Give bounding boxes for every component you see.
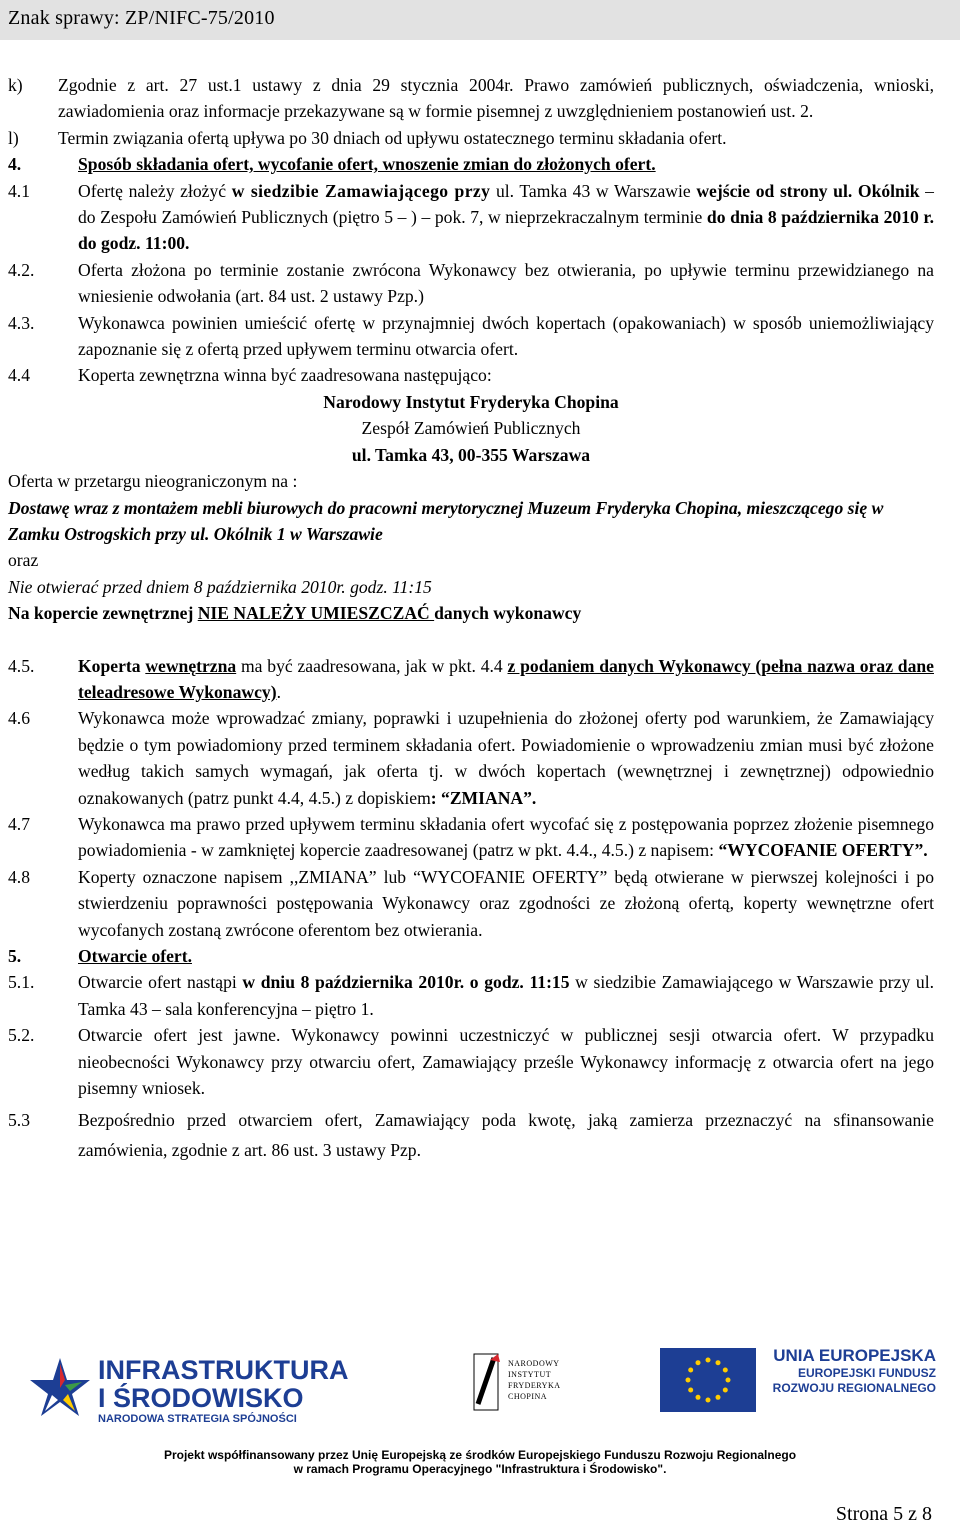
item-4-8 — [8, 864, 934, 943]
item-text: Oferta złożona po terminie zostanie zwrócona Wykonawcy bez otwierania, po upływie terminu przewidzianego na wniesienie odwołania (art. 84 ust. 2 ustawy Pzp.) — [78, 259, 934, 307]
text-run: ma być zaadresowana, jak w pkt. 4.4 — [236, 655, 508, 676]
section-title: Otwarcie ofert. — [78, 946, 192, 966]
page-number: Strona 5 z 8 — [835, 1503, 932, 1525]
item-text: Termin związania ofertą upływa po 30 dniach od upływu ostatecznego terminu składania ofert. — [58, 127, 727, 148]
item-text: Wykonawca powinien umieścić ofertę w przynajmniej dwóch kopertach (opakowaniach) w sposób uniemożliwiający zapoznanie się z ofertą przed upływem terminu otwarcia ofert. — [78, 312, 934, 360]
cofinancing-note — [0, 1448, 960, 1476]
tender-line: Oferta w przetargu nieograniczonym na : — [8, 471, 298, 492]
address-line-2: Zespół Zamówień Publicznych — [361, 418, 581, 439]
item-4-6 — [8, 705, 934, 811]
eu-logo — [660, 1342, 936, 1428]
infra-line-1: INFRASTRUKTURA — [98, 1355, 349, 1385]
address-line-1: Narodowy Instytut Fryderyka Chopina — [323, 391, 619, 412]
page-header — [0, 0, 960, 40]
item-label: 4.6 — [8, 708, 30, 729]
tender-subject: Dostawę wraz z montażem mebli biurowych do pracowni merytorycznej Muzeum Fryderyka Chopina, mieszczącego się w Zamku Ostrogskich przy ul. Okólnik 1 w Warszawie — [8, 497, 884, 544]
item-label: k) — [8, 75, 23, 95]
item-5-1 — [8, 969, 934, 1022]
item-label: 5.2. — [8, 1025, 35, 1046]
section-title: Sposób składania ofert, wycofanie ofert, wnoszenie zmian do złożonych ofert. — [78, 154, 656, 175]
text-run: wejście od strony ul. Okólnik — [696, 180, 920, 201]
item-text: Otwarcie ofert jest jawne. Wykonawcy powinni uczestniczyć w publicznej sesji otwarcia ofert. W przypadku nieobecności Wykonawcy przy otwarciu ofert, Zamawiający prześle Wykonawcy informację z otwarcia ofert na jego pisemny wniosek. — [78, 1025, 934, 1099]
eu-line-1: UNIA EUROPEJSKA — [773, 1346, 936, 1365]
item-text: Bezpośrednio przed otwarciem ofert, Zamawiający poda kwotę, jaką zamierza przeznaczyć na sfinansowanie zamówienia, zgodnie z art. 86 ust. 3 ustawy Pzp. — [78, 1110, 934, 1161]
text-run: Koperta — [78, 655, 146, 676]
infrastruktura-star-icon — [30, 1358, 90, 1418]
infra-line-3: NARODOWA STRATEGIA SPÓJNOŚCI — [98, 1413, 297, 1425]
item-text — [78, 705, 934, 811]
infra-line-2: I ŚRODOWISKO — [98, 1383, 304, 1413]
nifc-line-3: FRYDERYKA — [508, 1381, 561, 1390]
item-label: l) — [8, 127, 19, 148]
cofinancing-line-2: w ramach Programu Operacyjnego "Infrastruktura i Środowisko". — [293, 1462, 667, 1476]
item-4-5 — [8, 653, 934, 706]
item-label: 4.4 — [8, 365, 30, 386]
section-number: 4. — [8, 154, 22, 175]
nifc-emblem-icon — [468, 1350, 504, 1414]
eu-line-3: ROZWOJU REGIONALNEGO — [772, 1381, 936, 1395]
item-label: 4.8 — [8, 866, 30, 887]
text-run: NIE NALEŻY UMIESZCZAĆ — [197, 603, 435, 624]
item-label: 4.1 — [8, 180, 30, 201]
case-number: Znak sprawy: ZP/NIFC-75/2010 — [8, 7, 275, 29]
text-run: Otwarcie ofert nastąpi — [78, 972, 243, 993]
text-run: – do Zespołu Zamówień Publicznych (piętro 5 – ) – pok. 7, w nieprzekraczalnym terminie — [78, 180, 934, 228]
text-run: w siedzibie Zamawiającego przy — [231, 180, 491, 201]
item-text: Zgodnie z art. 27 ust.1 ustawy z dnia 29 stycznia 2004r. Prawo zamówień publicznych, oświadczenia, wnioski, zawiadomienia oraz informacje przekazywane są w formie pisemnej z uwzględnieniem postanowień ust. 2. — [58, 75, 934, 122]
cofinancing-line-1: Projekt współfinansowany przez Unię Europejską ze środków Europejskiego Funduszu Rozwoju Regionalnego — [163, 1448, 797, 1462]
nifc-line-1: NARODOWY — [508, 1359, 560, 1368]
item-label: 5.3 — [8, 1110, 30, 1131]
text-run: z podaniem danych Wykonawcy (pełna nazwa oraz dane teleadresowe Wykonawcy) — [78, 655, 934, 702]
item-4-1 — [8, 178, 934, 257]
item-l — [8, 125, 934, 151]
section-4-heading — [8, 151, 934, 177]
item-text — [78, 178, 934, 257]
spacer — [8, 627, 934, 653]
item-text: Koperta zewnętrzna winna być zaadresowana następująco: — [78, 365, 492, 386]
text-run: Na kopercie zewnętrznej — [8, 603, 198, 624]
text-run: danych wykonawcy — [434, 603, 582, 624]
item-label: 4.5. — [8, 655, 35, 676]
item-text — [78, 811, 934, 864]
item-4-3 — [8, 310, 934, 363]
text-run: . — [276, 681, 281, 702]
nifc-logo — [468, 1350, 578, 1420]
item-label: 5.1. — [8, 972, 35, 993]
envelope-warning — [8, 600, 934, 626]
eu-line-2: EUROPEJSKI FUNDUSZ — [797, 1366, 936, 1380]
item-text: Koperty oznaczone napisem ,,ZMIANA” lub “WYCOFANIE OFERTY” będą otwierane w pierwszej kolejności i po stwierdzeniu poprawności postępowania Wykonawcy oraz zgodności ze złożoną ofertą, koperty wewnętrzne ofert wycofanych zostaną zwrócone oferentom bez otwierania. — [78, 866, 934, 940]
text-run: w siedzibie Zamawiającego w Warszawie przy ul. Tamka 43 – sala konferencyjna – piętro 1. — [78, 972, 934, 1019]
item-label: 4.7 — [8, 813, 30, 834]
nifc-line-2: INSTYTUT — [508, 1370, 552, 1379]
item-text — [78, 969, 934, 1022]
infrastruktura-logo — [30, 1346, 350, 1432]
no-open-notice: Nie otwierać przed dniem 8 października 2010r. godz. 11:15 — [8, 576, 432, 597]
item-4-7 — [8, 811, 934, 864]
item-4-2 — [8, 257, 934, 310]
item-4-4 — [8, 362, 934, 388]
text-run: Wykonawca może wprowadzać zmiany, poprawki i uzupełnienia do złożonej oferty pod warunkiem, że Zamawiający będzie o tym powiadomiony przed terminem składania ofert. Powiadomienie o wprowadzeniu zmian musi być złożone według takich samych wymagań, jak oferta tj. w dwóch kopertach (wewnętrznej i zewnętrznej) odpowiednio oznakowanych (patrz punkt 4.4, 4.5.) z dopiskiem — [78, 708, 934, 808]
item-5-2 — [8, 1022, 934, 1101]
item-5-3 — [8, 1105, 934, 1165]
item-k — [8, 72, 934, 125]
text-run: “WYCOFANIE OFERTY”. — [718, 840, 928, 861]
document-body — [8, 72, 934, 1165]
address-line-3: ul. Tamka 43, 00-355 Warszawa — [351, 444, 591, 465]
item-label: 4.3. — [8, 312, 35, 333]
text-run: Wykonawca ma prawo przed upływem terminu składania ofert wycofać się z postępowania poprzez złożenie pisemnego powiadomienia - w zamkniętej kopercie zaadresowanej (patrz w pkt. 4.4., 4.5.) z napisem: — [78, 813, 934, 861]
oraz-line: oraz — [8, 550, 39, 571]
item-label: 4.2. — [8, 259, 35, 280]
text-run: Ofertę należy złożyć — [78, 180, 232, 201]
text-run: wewnętrzna — [145, 655, 237, 676]
section-number: 5. — [8, 946, 22, 966]
text-run: do dnia 8 października 2010 r. do godz. 11:00. — [78, 207, 934, 254]
footer-logos — [0, 1328, 960, 1438]
nifc-line-4: CHOPINA — [508, 1392, 548, 1401]
text-run: : “ZMIANA”. — [430, 787, 537, 808]
item-text — [78, 653, 934, 706]
text-run: ul. Tamka 43 w Warszawie — [490, 180, 697, 201]
eu-flag-icon — [660, 1348, 756, 1412]
section-5-heading — [8, 943, 934, 969]
text-run: w dniu 8 października 2010r. o godz. 11:15 — [242, 972, 570, 993]
